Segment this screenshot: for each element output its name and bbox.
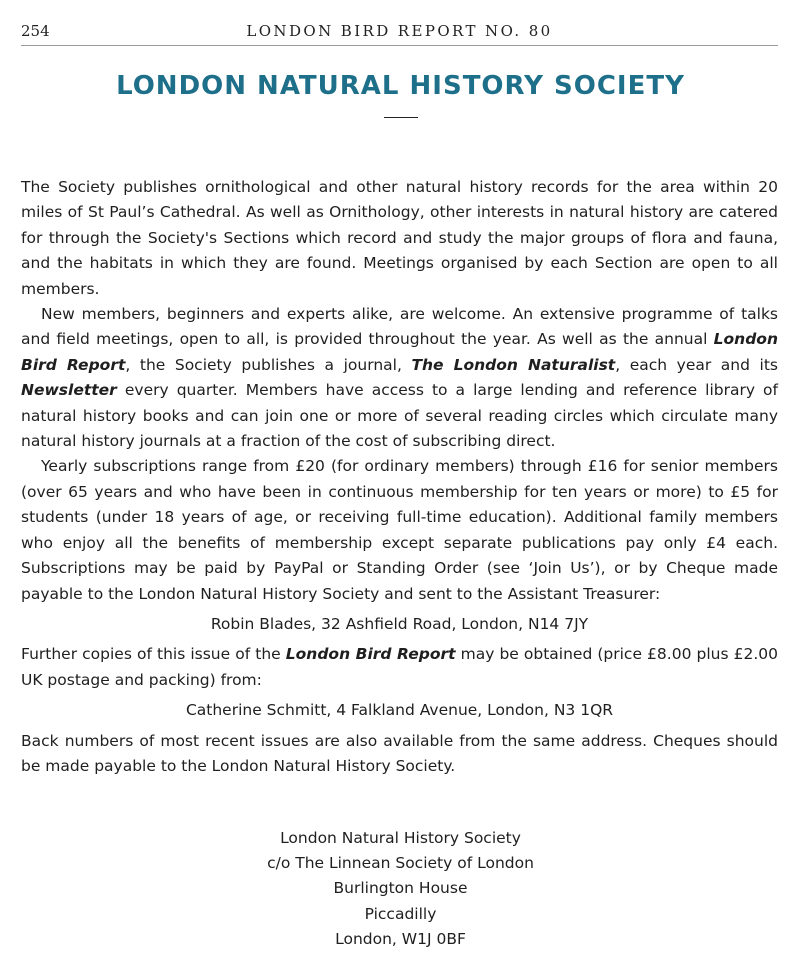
address-line: London Natural History Society: [280, 829, 521, 847]
text-run: every quarter. Members have access to a large lending and reference library of natural history books and can join one or more of several reading circles which circulate many natural history journals at a fraction of the cost of subscribing direct.: [21, 381, 778, 451]
title-divider: [384, 117, 418, 118]
page-title: LONDON NATURAL HISTORY SOCIETY: [116, 71, 685, 101]
treasurer-address: Robin Blades, 32 Ashfield Road, London, N14 7JY: [210, 614, 589, 633]
text-run: New members, beginners and experts alike, are welcome. An extensive programme of talks and field meetings, open to all, is provided throughout the year. As well as the annual: [21, 305, 778, 349]
society-address: [0, 826, 801, 952]
publication-title: The London Naturalist: [411, 355, 616, 374]
text-run: , each year and its: [615, 355, 778, 374]
text-run: , the Society publishes a journal,: [125, 355, 412, 374]
paragraph-copies: [21, 642, 778, 693]
address-line: Piccadilly: [364, 904, 437, 923]
paragraph-intro: The Society publishes ornithological and other natural history records for the area within 20 miles of St Paul’s Cathedral. As well as Ornithology, other interests in natural history are catered for through the Society's Sections which record and study the major groups of flora and fauna, and the habitats in which they are found. Meetings organised by each Section are open to all members.: [21, 178, 778, 298]
page-number: 254: [21, 22, 50, 40]
paragraph-membership: [21, 302, 778, 454]
address-line: Burlington House: [333, 879, 468, 898]
publication-title: London Bird Report: [21, 330, 778, 374]
article-body: [21, 175, 778, 779]
paragraph-subscriptions: Yearly subscriptions range from £20 (for ordinary members) through £16 for senior members (over 65 years and who have been in continuous membership for ten years or more) to £5 for students (under 18 years of age, or receiving full-time education). Additional family members who enjoy all the benefits of membership except separate publications pay only £4 each. Subscriptions may be paid by PayPal or Standing Order (see ‘Join Us’), or by Cheque made payable to the London Natural History Society and sent to the Assistant Treasurer:: [21, 457, 778, 603]
address-line: c/o The Linnean Society of London: [267, 854, 534, 873]
publication-title: London Bird Report: [285, 645, 456, 664]
text-run: Further copies of this issue of the: [21, 645, 286, 664]
running-header: [21, 19, 778, 46]
publication-title: Newsletter: [21, 381, 117, 400]
address-line: London, W1J 0BF: [335, 929, 466, 948]
running-title: LONDON BIRD REPORT NO. 80: [246, 22, 553, 40]
copies-address: Catherine Schmitt, 4 Falkland Avenue, London, N3 1QR: [185, 701, 614, 720]
paragraph-back-numbers: Back numbers of most recent issues are also available from the same address. Cheques should be made payable to the London Natural History Society.: [21, 731, 778, 775]
text-run: may be obtained (price £8.00 plus £2.00 UK postage and packing) from:: [21, 645, 778, 689]
